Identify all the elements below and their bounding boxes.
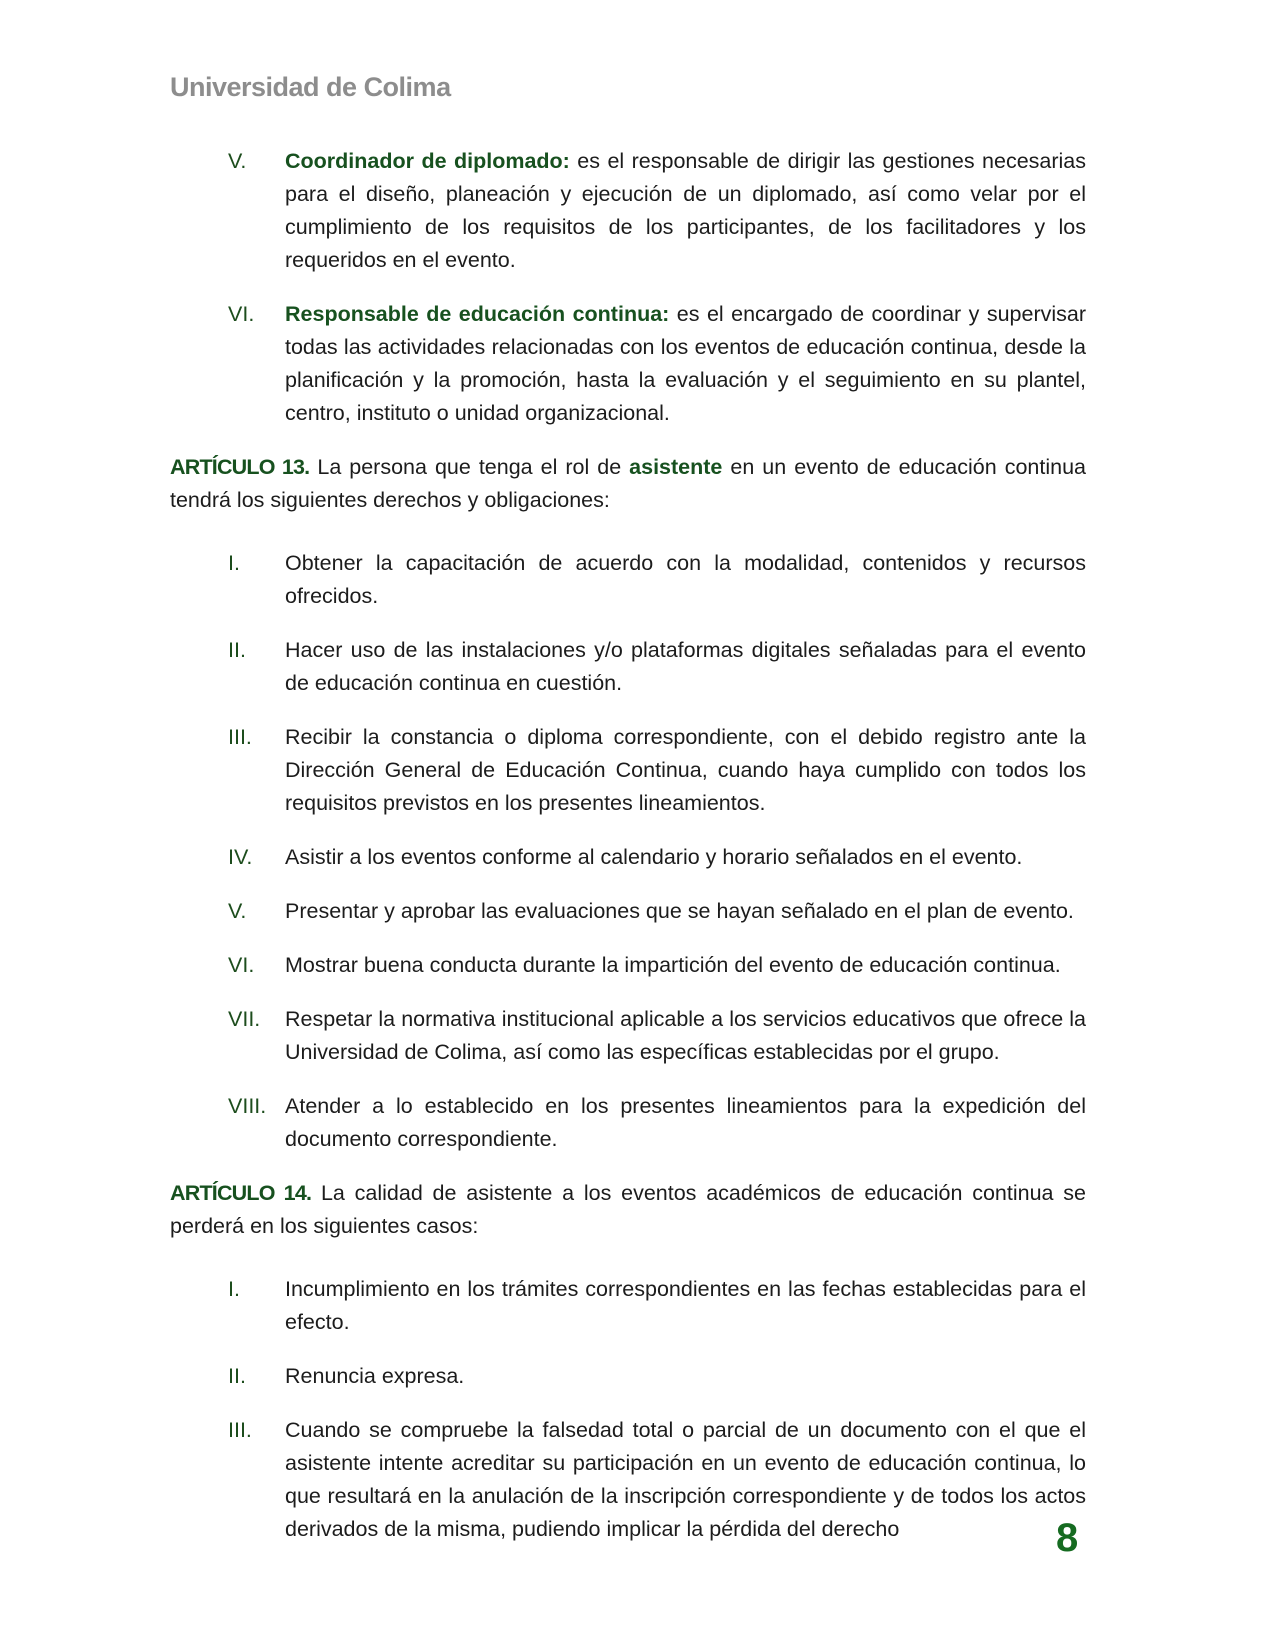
role-definitions-list [170, 145, 1086, 1546]
list-item [228, 895, 1086, 928]
roman-list-articulo-14 [228, 1273, 1086, 1546]
page-content [170, 72, 1086, 1567]
list-item-text: Recibir la constancia o diploma correspondiente, con el debido registro ante la Dirección General de Educación Continua, cuando haya cumplido con todos los requisitos previstos en los presentes lineamientos. [285, 725, 1086, 815]
list-item-text: Hacer uso de las instalaciones y/o plataformas digitales señaladas para el evento de educación continua en cuestión. [285, 638, 1086, 695]
roman-list-roles [228, 145, 1086, 430]
list-item [228, 634, 1086, 700]
articulo-13-label: ARTÍCULO 13. [170, 455, 310, 479]
list-item-numeral: VII. [228, 1007, 261, 1031]
list-item [228, 1360, 1086, 1393]
list-item-text: Renuncia expresa. [285, 1364, 465, 1388]
articulo-13-bold-word: asistente [629, 455, 723, 479]
defined-term: Responsable de educación continua: [285, 302, 670, 326]
list-item [228, 1090, 1086, 1156]
list-item [228, 298, 1086, 430]
document-header: Universidad de Colima [170, 72, 451, 102]
list-item-text: Asistir a los eventos conforme al calendario y horario señalados en el evento. [285, 845, 1023, 869]
list-item-text: Cuando se compruebe la falsedad total o parcial de un documento con el que el asistente intente acreditar su participación en un evento de educación continua, lo que resultará en la anulación de la inscripción correspondiente y de todos los actos derivados de la misma, pudiendo implicar la pérdida del derecho [285, 1418, 1086, 1541]
list-item-numeral: VIII. [228, 1094, 267, 1118]
page-number: 8 [1056, 1516, 1078, 1560]
list-item [228, 547, 1086, 613]
articulo-13-lead-1: La persona que tenga el rol de [309, 455, 630, 479]
articulo-13-paragraph [170, 451, 1086, 517]
list-item-text: Obtener la capacitación de acuerdo con la modalidad, contenidos y recursos ofrecidos. [285, 551, 1086, 608]
list-item-numeral: V. [228, 899, 247, 923]
definition-text: es el encargado de coordinar y supervisar todas las actividades relacionadas con los eventos de educación continua, desde la planificación y la promoción, hasta la evaluación y el seguimiento en su plantel, centro, instituto o unidad organizacional. [285, 302, 1087, 425]
defined-term: Coordinador de diplomado: [285, 149, 570, 173]
list-item-numeral: VI. [228, 302, 255, 326]
list-item-text: Mostrar buena conducta durante la impartición del evento de educación continua. [285, 953, 1061, 977]
list-item-numeral: III. [228, 725, 252, 749]
list-item [228, 1414, 1086, 1546]
list-item-numeral: II. [228, 1364, 246, 1388]
articulo-14-paragraph [170, 1177, 1086, 1243]
list-item [228, 949, 1086, 982]
list-item-text: Presentar y aprobar las evaluaciones que se hayan señalado en el plan de evento. [285, 899, 1074, 923]
list-item-numeral: IV. [228, 845, 253, 869]
list-item-text [285, 298, 1086, 430]
list-item [228, 841, 1086, 874]
list-item-numeral: I. [228, 551, 240, 575]
list-item-text: Incumplimiento en los trámites correspondientes en las fechas establecidas para el efecto. [285, 1277, 1086, 1334]
list-item [228, 1273, 1086, 1339]
list-item-numeral: I. [228, 1277, 240, 1301]
list-item-numeral: II. [228, 638, 246, 662]
articulo-13-lead-2: en un evento de educación continua tendrá los siguientes derechos y obligaciones: [170, 455, 1086, 512]
list-item-numeral: V. [228, 149, 247, 173]
list-item [228, 721, 1086, 820]
list-item-text [285, 145, 1086, 277]
list-item [228, 1003, 1086, 1069]
definition-text: es el responsable de dirigir las gestiones necesarias para el diseño, planeación y ejecución de un diplomado, así como velar por el cumplimiento de los requisitos de los participantes, de los facilitadores y los requeridos en el evento. [285, 149, 1087, 272]
articulo-14-lead: La calidad de asistente a los eventos académicos de educación continua se perderá en los siguientes casos: [170, 1181, 1086, 1238]
list-item-numeral: III. [228, 1418, 252, 1442]
list-item-text: Atender a lo establecido en los presentes lineamientos para la expedición del documento correspondiente. [285, 1094, 1086, 1151]
roman-list-articulo-13 [228, 547, 1086, 1156]
articulo-14-label: ARTÍCULO 14. [170, 1181, 312, 1205]
list-item-text: Respetar la normativa institucional aplicable a los servicios educativos que ofrece la Universidad de Colima, así como las específicas establecidas por el grupo. [285, 1007, 1086, 1064]
list-item [228, 145, 1086, 277]
list-item-numeral: VI. [228, 953, 255, 977]
